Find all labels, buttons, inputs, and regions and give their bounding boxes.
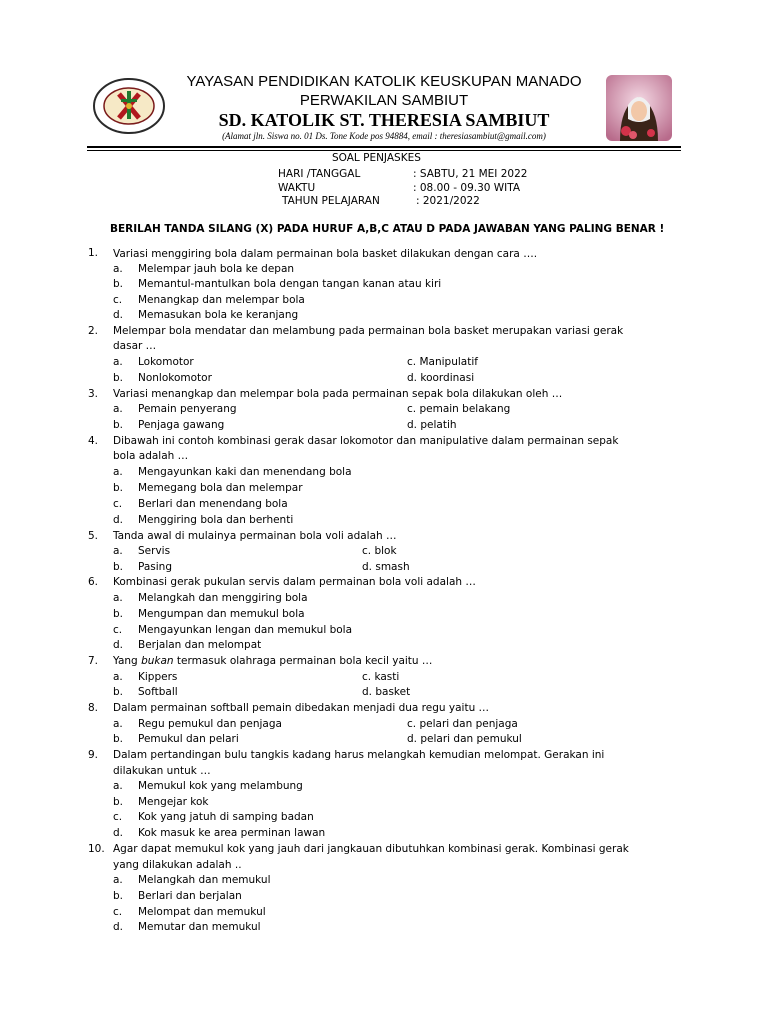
option-text: Kok yang jatuh di samping badan [138,811,314,823]
question-text-prefix: Yang [113,655,142,667]
day-label: HARI /TANGGAL [278,168,361,180]
foundation-name: YAYASAN PENDIDIKAN KATOLIK KEUSKUPAN MANADO [186,73,582,90]
question-number: 2. [88,325,99,337]
option-letter: b. [113,890,124,902]
question-number: 10. [88,843,105,855]
option-text: Mengayunkan lengan dan memukul bola [138,624,353,636]
option-text: koordinasi [420,372,475,384]
option-text: Mengumpan dan memukul bola [138,608,305,620]
option-text: Mengejar kok [138,796,209,808]
question-text: Variasi menggiring bola dalam permainan bola basket dilakukan dengan cara …. [113,248,538,260]
option-letter: c. [362,671,372,683]
option-text: Manipulatif [419,356,478,368]
question-text: Variasi menangkap dan melempar bola pada permainan sepak bola dilakukan oleh … [113,388,563,400]
option-text: Servis [138,545,171,557]
option-letter: b. [113,686,124,698]
option-letter: a. [113,780,123,792]
option-text: Kippers [138,671,178,683]
day-value: : SABTU, 21 MEI 2022 [413,168,528,180]
branch-name: PERWAKILAN SAMBIUT [299,92,469,109]
option-text: Regu pemukul dan penjaga [138,718,282,730]
option-letter: d. [362,686,373,698]
option-letter: a. [113,671,123,683]
option-letter: c. [113,811,123,823]
option[interactable] [362,670,399,684]
option-text: Menggiring bola dan berhenti [138,514,294,526]
option-letter: a. [113,466,123,478]
question-text-cont: bola adalah … [113,450,189,462]
option-text: pelatih [420,419,457,431]
instruction: BERILAH TANDA SILANG (X) PADA HURUF A,B,C ATAU D PADA JAWABAN YANG PALING BENAR ! [110,223,665,235]
option-text: Lokomotor [138,356,194,368]
option-text: pelari dan pemukul [420,733,522,745]
option[interactable] [407,402,510,416]
option-letter: d. [362,561,373,573]
option-letter: c. [362,545,372,557]
option-text: Memasukan bola ke keranjang [138,309,299,321]
option-letter: b. [113,561,124,573]
question-text-cont: yang dilakukan adalah .. [113,859,242,871]
option-text: Nonlokomotor [138,372,212,384]
option-letter: b. [113,482,124,494]
option-letter: c. [407,403,417,415]
question-text-cont: dasar … [113,340,157,352]
option-letter: a. [113,403,123,415]
option-text: Pemukul dan pelari [138,733,239,745]
option-letter: d. [113,309,124,321]
option-text: Menangkap dan melempar bola [138,294,305,306]
option[interactable] [407,371,474,385]
option-text: Kok masuk ke area perminan lawan [138,827,326,839]
option-text: pemain belakang [419,403,511,415]
option-text: Melompat dan memukul [138,906,266,918]
school-address: (Alamat jln. Siswa no. 01 Ds. Tone Kode pos 94884, email : theresiasambiut@gmail.com) [222,131,546,141]
option-letter: c. [407,356,417,368]
option-letter: a. [113,356,123,368]
option-text: Pemain penyerang [138,403,237,415]
question-text: Tanda awal di mulainya permainan bola voli adalah … [113,530,397,542]
option-text: basket [375,686,411,698]
year-value: : 2021/2022 [416,195,480,207]
option-letter: c. [113,906,123,918]
time-label: WAKTU [278,182,316,194]
exam-title: SOAL PENJASKES [332,152,421,164]
question-text-rest: termasuk olahraga permainan bola kecil yaitu … [173,655,433,667]
option[interactable] [362,544,397,558]
option-text: Melangkah dan menggiring bola [138,592,308,604]
question-text: Dalam pertandingan bulu tangkis kadang harus melangkah kemudian melompat. Gerakan ini [113,749,605,761]
option-text: Pasing [138,561,173,573]
option[interactable] [407,355,478,369]
option-letter: d. [407,733,418,745]
question-number: 7. [88,655,99,667]
question-number: 3. [88,388,99,400]
option-text: Berlari dan menendang bola [138,498,288,510]
option-text: kasti [374,671,400,683]
option-text: pelari dan penjaga [419,718,518,730]
option[interactable] [407,732,522,746]
option-letter: b. [113,796,124,808]
question-text: Agar dapat memukul kok yang jauh dari jangkauan dibutuhkan kombinasi gerak. Kombinasi gerak [113,843,629,855]
option-text: Melempar jauh bola ke depan [138,263,295,275]
option-letter: c. [113,294,123,306]
option-letter: a. [113,263,123,275]
option-letter: d. [113,827,124,839]
question-number: 1. [88,247,99,259]
question-number: 5. [88,530,99,542]
option-letter: d. [113,921,124,933]
option-letter: d. [407,419,418,431]
question-text-cont: dilakukan untuk … [113,765,211,777]
option-text: Mengayunkan kaki dan menendang bola [138,466,352,478]
option[interactable] [407,717,518,731]
option-letter: d. [407,372,418,384]
option-text: Melangkah dan memukul [138,874,271,886]
year-label: TAHUN PELAJARAN [282,195,380,207]
question-number: 6. [88,576,99,588]
option-text: Softball [138,686,178,698]
option-letter: c. [407,718,417,730]
option-text: Memukul kok yang melambung [138,780,303,792]
option-letter: c. [113,498,123,510]
question-number: 4. [88,435,99,447]
option-letter: b. [113,419,124,431]
option-letter: b. [113,733,124,745]
option-letter: c. [113,624,123,636]
option-letter: a. [113,874,123,886]
option-text: Memegang bola dan melempar [138,482,303,494]
option-text: Memantul-mantulkan bola dengan tangan kanan atau kiri [138,278,442,290]
option-letter: b. [113,608,124,620]
option-text: blok [374,545,397,557]
question-text: Dibawah ini contoh kombinasi gerak dasar lokomotor dan manipulative dalam permainan sepak [113,435,619,447]
option-letter: a. [113,718,123,730]
option[interactable] [407,418,457,432]
question-text: Dalam permainan softball pemain dibedakan menjadi dua regu yaitu … [113,702,490,714]
option-text: Memutar dan memukul [138,921,261,933]
question-text [113,654,432,668]
option-text: Berlari dan berjalan [138,890,242,902]
option-letter: b. [113,372,124,384]
option-letter: d. [113,639,124,651]
option-text: Penjaga gawang [138,419,225,431]
option-letter: d. [113,514,124,526]
question-number: 8. [88,702,99,714]
question-text: Melempar bola mendatar dan melambung pada permainan bola basket merupakan variasi gerak [113,325,624,337]
school-name: SD. KATOLIK ST. THERESIA SAMBIUT [218,110,550,130]
option-letter: a. [113,592,123,604]
option-letter: a. [113,545,123,557]
time-value: : 08.00 - 09.30 WITA [413,182,521,194]
question-text: Kombinasi gerak pukulan servis dalam permainan bola voli adalah … [113,576,476,588]
option-text: smash [375,561,410,573]
option-text: Berjalan dan melompat [138,639,262,651]
option-letter: b. [113,278,124,290]
question-text-emphasis: bukan [141,655,174,667]
option[interactable] [362,685,410,699]
option[interactable] [362,560,410,574]
question-number: 9. [88,749,99,761]
